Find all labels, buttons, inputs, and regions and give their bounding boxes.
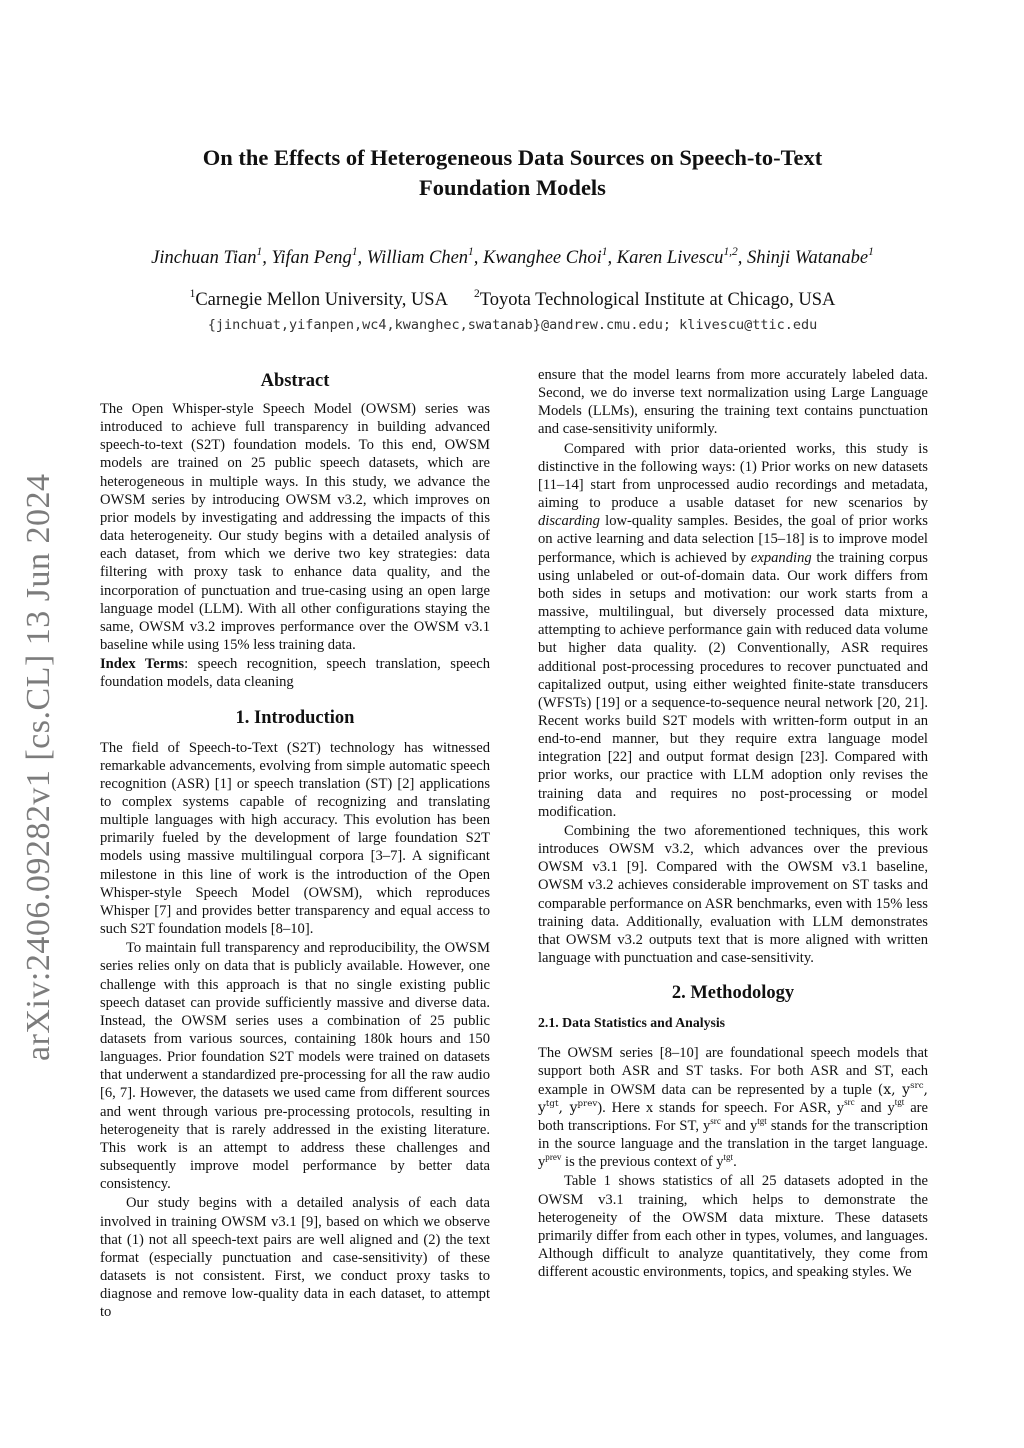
author-name: William Chen	[366, 248, 469, 268]
text-run: .	[733, 1154, 737, 1171]
intro-paragraph: Our study begins with a detailed analysis of each data involved in training OWSM v3.1 [9], based on which we observe that (1) not all speech-text pairs are well aligned and (2) the text format (especially punctuation and case-sensitivity) of these datasets is not consistent. First, we conduct proxy tasks to diagnose and remove low-quality data in each dataset, to attempt to	[100, 1195, 490, 1321]
affil-mark: 2	[473, 288, 480, 301]
section-heading-methodology: 2. Methodology	[671, 983, 795, 1004]
emphasis-text: expanding	[750, 549, 812, 566]
affil-mark: 1	[189, 288, 196, 301]
text-run: the training corpus using unlabeled or out-of-domain data. Our work differs from both sides in setups and motivation: our work starts from a massive, multilingual, but diversely processed data mixture, attempting to achieve performance gain with reduced data volume but higher data quality. (2) Conventionally, ASR requires additional post-processing procedures to recover punctuated and capitalized output, using either weighted finite-state transducers (WFSTs) [19] or a sequence-to-sequence neural network [20, 21]. Recent works build S2T models with written-form output in an end-to-end manner, but they require extra language model integration [22] and output format design [23]. Compared with prior works, our practice with LLM adoption only revises the training data and requires no post-processing or model modification.	[538, 549, 928, 820]
text-run: stands for the transcription in the source language and the translation in the target language. y	[538, 1117, 928, 1171]
abstract-body: The Open Whisper-style Speech Model (OWSM) series was introduced to achieve full transparency in building advanced speech-to-text (S2T) foundation models. To this end, OWSM models are trained on 25 public speech datasets, which are heterogeneous in multiple ways. In this study, we advance the OWSM series by introducing OWSM v3.2, which improves on prior models by investigating and addressing the impacts of this data heterogeneity. Our study begins with a detailed analysis of each dataset, from which we derive two key strategies: data filtering with proxy task to enhance data quality, and the incorporation of punctuation and true-casing using an open large language model (LLM). With all other configurations staying the same, OWSM v3.2 improves performance over the OWSM v3.1 baseline while using 15% less training data.	[100, 401, 490, 654]
author-affil-mark: 1	[351, 246, 358, 259]
intro-paragraph: The field of Speech-to-Text (S2T) technology has witnessed remarkable advancements, evolving from simple automatic speech recognition (ASR) [1] or speech translation (ST) [2] applications to complex systems capable of recognizing and translating multiple languages with high accuracy. This evolution has been primarily fueled by the development of large foundation S2T models using massive multilingual corpora [3–7]. A significant milestone in this line of work is the introduction of the Open Whisper-style Speech Model (OWSM), which reproduces Whisper [7] and provides better transparency and equal access to such S2T foundation models [8–10].	[100, 739, 490, 938]
author-affil-mark: 1,2	[723, 246, 738, 259]
text-run: and y	[854, 1099, 895, 1116]
subsection-heading: 2.1. Data Statistics and Analysis	[538, 1015, 726, 1031]
title-line-1: On the Effects of Heterogeneous Data Sources on Speech-to-Text	[202, 145, 823, 170]
index-terms-label: Index Terms	[100, 656, 185, 673]
author-name: Shinji Watanabe	[747, 248, 869, 268]
author-emails: {jinchuat,yifanpen,wc4,kwanghec,swatanab}@andrew.cmu.edu; klivescu@ttic.edu	[207, 317, 818, 333]
author-name: Jinchuan Tian	[151, 248, 257, 268]
text-run: ). Here x stands for speech. For ASR, y	[597, 1099, 845, 1116]
affiliations	[60, 288, 965, 312]
math-tuple: (x, $y^{src}$, $y^{tgt}$, $y^{prev}$	[538, 1080, 928, 1116]
index-terms	[100, 655, 490, 691]
author-name: Karen Livescu	[616, 248, 724, 268]
author-list: Jinchuan Tian$^1$, Yifan Peng$^1$, William Chen$^1$, Kwanghee Choi$^1$, Karen Livescu$^{1,2}$, Shinji Watanabe$^1$	[151, 246, 874, 268]
affiliation-name: Toyota Technological Institute at Chicago, USA	[479, 290, 836, 310]
method-paragraph: Table 1 shows statistics of all 25 datasets adopted in the OWSM v3.1 training, which helps to demonstrate the heterogeneity of the OWSM data mixture. These datasets primarily differ from each other in types, volumes, and languages. Although difficult to analyze quantitatively, they come from different acoustic environments, topics, and speaking styles. We	[538, 1173, 928, 1281]
text-run: are both transcriptions. For ST, y	[538, 1099, 929, 1134]
affiliation-name: Carnegie Mellon University, USA	[195, 290, 448, 310]
intro-paragraph	[538, 440, 928, 821]
method-paragraph: The OWSM series [8–10] are foundational speech models that support both ASR and ST tasks. For both ASR and ST, each example in OWSM data can be represented by a tuple (x, $y^{src}$, $y^{tgt}$, $y^{prev}$). Here x stands for speech. For ASR, $y^{src}$ and $y^{tgt}$ are both transcriptions. For ST, $y^{src}$ and $y^{tgt}$ stands for the transcription in the source language and the translation in the target language. $y^{prev}$ is the previous context of $y^{tgt}$.	[538, 1045, 929, 1171]
intro-paragraph: ensure that the model learns from more accurately labeled data. Second, we do inverse text normalization using Large Language Models (LLMs), ensuring the training text contains punctuation and case-sensitivity uniformly.	[538, 367, 928, 438]
author-affil-mark: 1	[468, 246, 474, 259]
text-run: and y	[720, 1117, 758, 1134]
arxiv-identifier: arXiv:2406.09282v1 [cs.CL] 13 Jun 2024	[20, 473, 57, 1061]
title-line-2: Foundation Models	[419, 175, 606, 200]
left-column	[100, 366, 490, 1322]
abstract-heading: Abstract	[260, 371, 330, 391]
emphasis-text: discarding	[538, 513, 600, 530]
section-heading-introduction: 1. Introduction	[235, 707, 355, 728]
paper-title	[140, 143, 885, 203]
author-name: Kwanghee Choi	[483, 248, 602, 268]
author-affil-mark: 1	[868, 246, 874, 259]
author-affil-mark: 1	[256, 246, 263, 259]
text-run: is the previous context of y	[561, 1154, 724, 1171]
intro-paragraph: To maintain full transparency and reproducibility, the OWSM series relies only on data that is publicly available. However, one challenge with this approach is that no single existing public speech dataset can provide sufficiently massive and diverse data. Instead, the OWSM series uses a combination of 25 public datasets from various sources, containing 180k hours and 150 languages. Prior foundation S2T models were trained on datasets that underwent a standardized pre-processing for all the raw audio [6, 7]. However, the datasets we used came from different sources and went through various pre-processing protocols, resulting in heterogeneity that is rarely addressed in the existing literature. This work is an attempt to address these challenges and subsequently improve model performance by better data consistency.	[100, 940, 490, 1193]
text-run: The OWSM series [8–10] are foundational speech models that support both ASR and ST tasks. For both ASR and ST, each example in OWSM data can be represented by a tuple	[538, 1045, 928, 1098]
author-name: Yifan Peng	[271, 248, 352, 268]
text-run: Compared with prior data-oriented works, this study is distinctive in the following ways: (1) Prior works on new datasets [11–14] start from unprocessed audio recordings and metadata, aiming to produce a usable dataset for new scenarios by	[538, 440, 928, 512]
index-terms-text: : speech recognition, speech translation, speech foundation models, data cleaning	[100, 656, 490, 691]
intro-paragraph: Combining the two aforementioned techniques, this work introduces OWSM v3.2, which advances over the previous OWSM v3.1 [9]. Compared with the OWSM v3.1 baseline, OWSM v3.2 achieves considerable improvement on ST tasks and comparable performance on ASR benchmarks, even with 15% less training data. Additionally, evaluation with LLM demonstrates that OWSM v3.2 outputs text that is more aligned with written language with punctuation and case-sensitivity.	[538, 822, 928, 966]
author-affil-mark: 1	[601, 246, 608, 259]
right-column	[538, 366, 928, 1281]
text-run: low-quality samples. Besides, the goal of prior works on active learning and data selection [15–18] is to improve model performance, which is achieved by	[538, 513, 928, 566]
